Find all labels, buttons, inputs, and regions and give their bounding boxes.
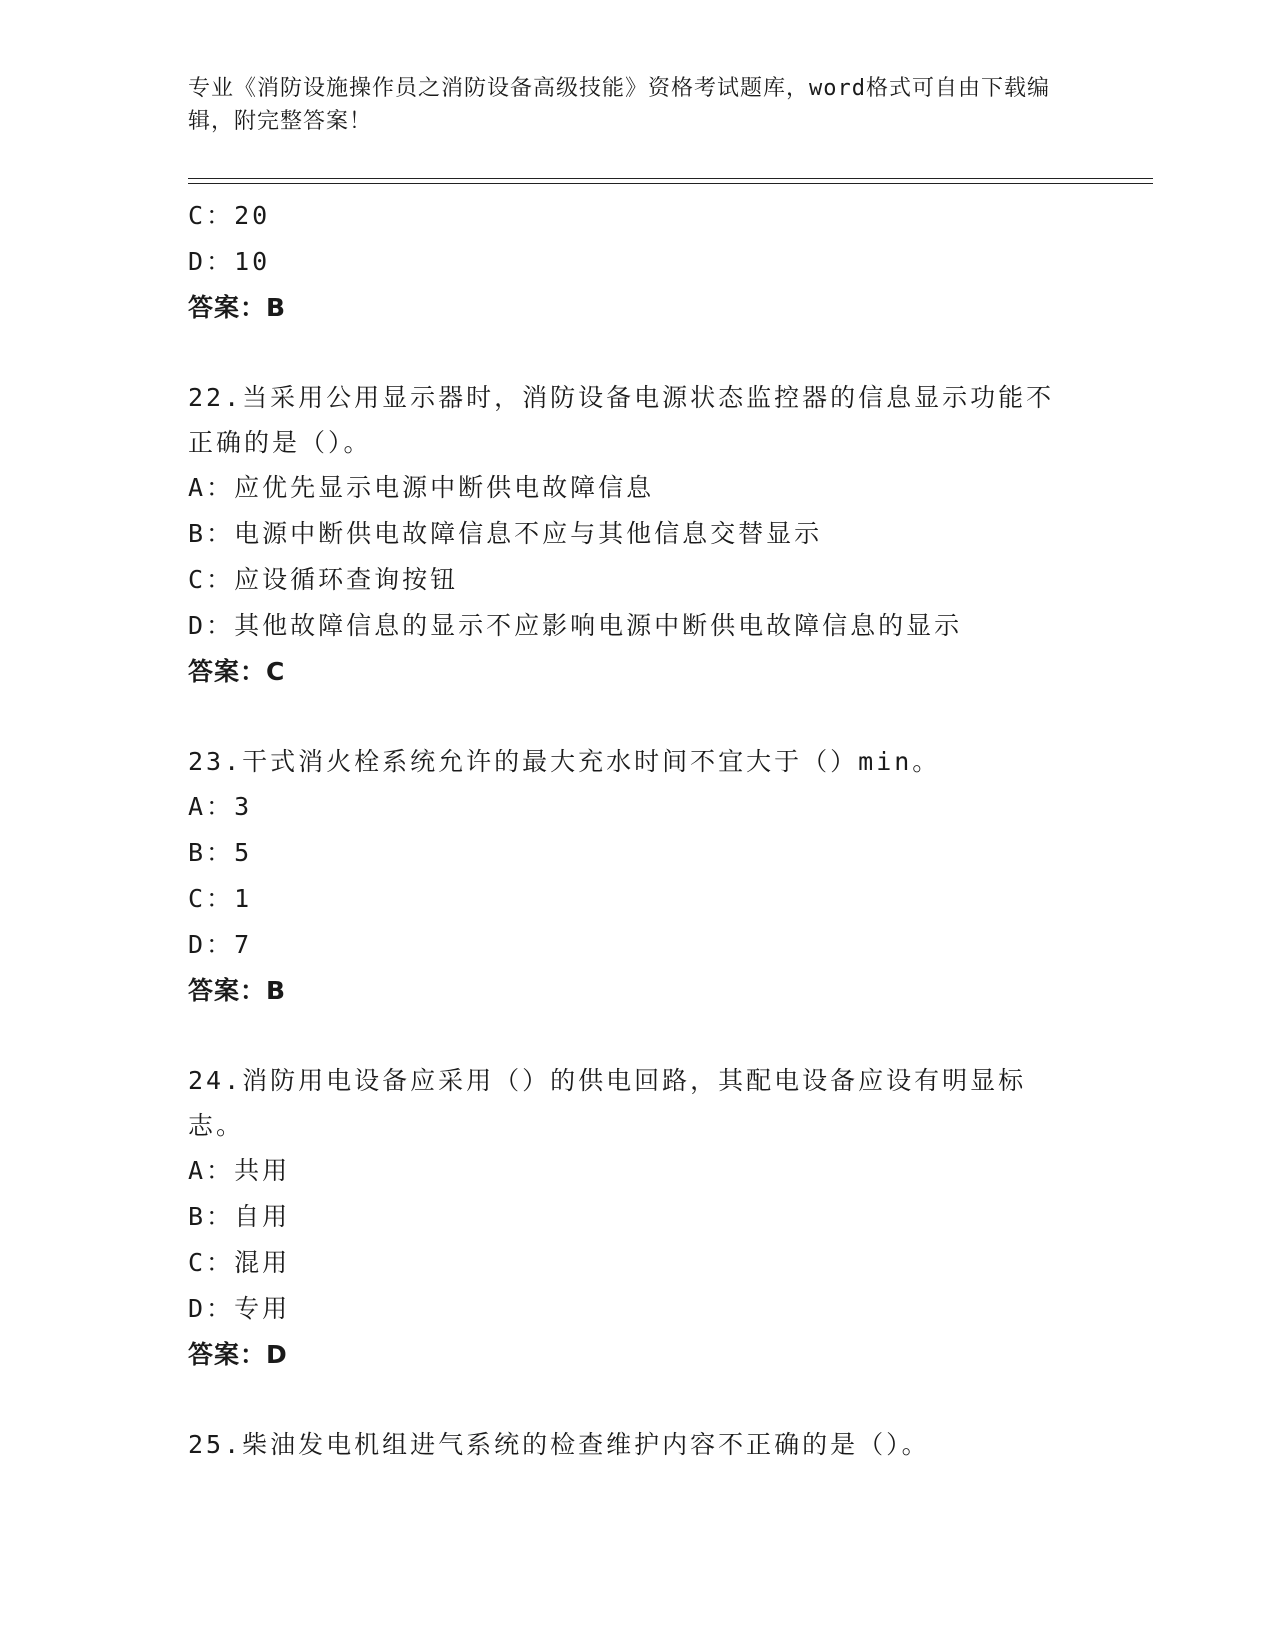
option-c: C：20 — [188, 201, 271, 230]
option-a: A：3 — [188, 792, 253, 821]
question-25 — [188, 1422, 1088, 1467]
question-22 — [188, 375, 1088, 695]
header-divider-bottom — [188, 183, 1153, 184]
option-d: D：10 — [188, 247, 271, 276]
question-21-continued — [188, 193, 1088, 331]
answer-line: 答案：B — [188, 293, 287, 322]
document-header: 专业《消防设施操作员之消防设备高级技能》资格考试题库，word格式可自由下载编辑，附完整答案！ — [188, 76, 1050, 134]
option-b: B：自用 — [188, 1202, 291, 1231]
question-24 — [188, 1058, 1088, 1378]
question-stem: 22.当采用公用显示器时，消防设备电源状态监控器的信息显示功能不正确的是（）。 — [188, 383, 1055, 457]
option-c: C：混用 — [188, 1248, 291, 1277]
answer-line: 答案：D — [188, 1340, 288, 1369]
answer-line: 答案：B — [188, 976, 287, 1005]
question-list — [188, 193, 1088, 1467]
question-stem: 23.干式消火栓系统允许的最大充水时间不宜大于（）min。 — [188, 747, 941, 776]
header-divider-top — [188, 178, 1153, 179]
answer-line: 答案：C — [188, 657, 286, 686]
question-stem: 25.柴油发电机组进气系统的检查维护内容不正确的是（）。 — [188, 1430, 930, 1459]
option-d: D：专用 — [188, 1294, 291, 1323]
option-a: A：应优先显示电源中断供电故障信息 — [188, 473, 655, 502]
option-b: B：5 — [188, 838, 253, 867]
option-c: C：1 — [188, 884, 253, 913]
question-23 — [188, 739, 1088, 1014]
option-d: D：其他故障信息的显示不应影响电源中断供电故障信息的显示 — [188, 611, 963, 640]
option-b: B：电源中断供电故障信息不应与其他信息交替显示 — [188, 519, 823, 548]
option-c: C：应设循环查询按钮 — [188, 565, 459, 594]
question-stem: 24.消防用电设备应采用（）的供电回路，其配电设备应设有明显标志。 — [188, 1066, 1027, 1140]
option-d: D：7 — [188, 930, 253, 959]
option-a: A：共用 — [188, 1156, 291, 1185]
